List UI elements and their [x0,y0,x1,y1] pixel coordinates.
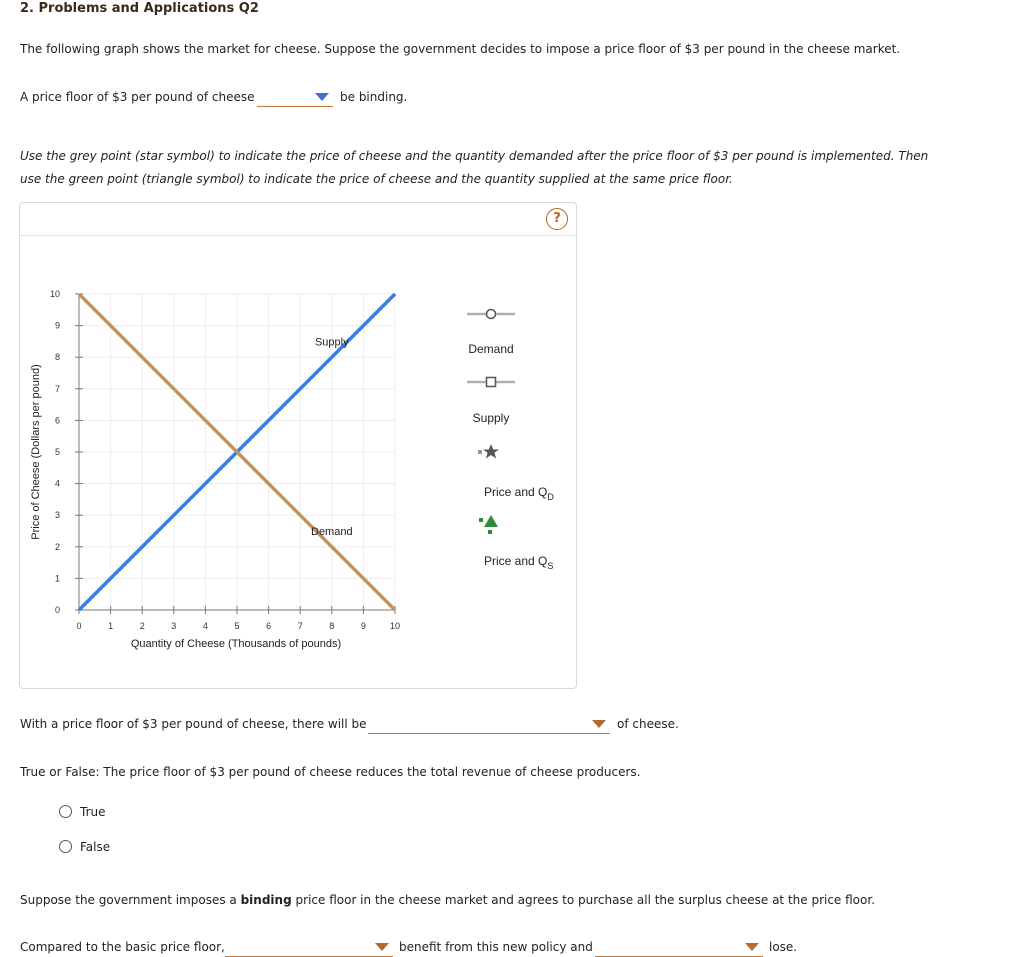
q4-part2: price floor in the cheese market and agrees to purchase all the surplus cheese at the price floor. [295,893,876,907]
y-tick-label: 10 [49,289,60,299]
x-tick-label: 6 [266,621,272,631]
x-tick-label: 5 [234,621,240,631]
help-icon[interactable]: ? [546,208,568,230]
x-tick-label: 3 [171,621,177,631]
x-tick-label: 1 [108,621,114,631]
radio-true[interactable] [59,805,72,818]
lose-dropdown[interactable] [595,938,763,957]
y-tick-label: 1 [54,573,60,584]
legend-qs-sub: S [547,561,554,571]
q5-prefix: Compared to the basic price floor, [20,940,225,954]
chevron-down-icon [745,943,759,951]
legend-qs-label: Price and Q [484,554,548,568]
y-tick-label: 5 [54,447,60,457]
circle-icon [487,310,496,319]
supply-curve-label: Supply [314,336,349,349]
y-tick-label: 2 [54,541,60,552]
radio-false[interactable] [59,840,72,853]
legend-triangle-point[interactable] [479,515,553,571]
y-tick-label: 6 [54,415,60,426]
x-tick-label: 4 [202,621,208,631]
benefit-dropdown[interactable] [225,938,393,957]
surplus-shortage-dropdown[interactable] [368,715,610,734]
legend-qd-label: Price and Q [484,485,548,499]
q4-bold: binding [240,893,292,907]
q1-suffix: be binding. [340,90,408,104]
radio-true-label[interactable]: True [80,805,106,819]
y-tick-label: 4 [54,478,60,489]
legend-qd-sub: D [547,492,554,502]
y-tick-label: 8 [54,352,60,363]
intro-text: The following graph shows the market for cheese. Suppose the government decides to impose a price floor of $3 per pound in the cheese market. [20,42,901,56]
svg-text:Price and QD [484,485,554,502]
question-title: 2. Problems and Applications Q2 [20,1,259,16]
square-icon [487,378,496,387]
x-tick-label: 8 [329,621,335,631]
demand-curve-label: Demand [311,526,353,538]
q4-part1: Suppose the government imposes a [20,893,237,907]
x-tick-label: 10 [389,621,401,631]
y-tick-label: 9 [54,320,60,331]
y-tick-label: 3 [54,510,60,521]
legend-demand[interactable] [467,310,515,357]
triangle-icon [484,515,498,527]
y-axis-label: Price of Cheese (Dollars per pound) [30,364,42,540]
x-tick-label: 2 [139,621,145,631]
x-tick-label: 0 [76,621,82,631]
svg-text:Price and QS [484,554,553,571]
star-icon [483,444,499,459]
chevron-down-icon [375,943,389,951]
q5-suffix: lose. [769,940,798,954]
chevron-down-icon [592,720,606,728]
x-axis-label: Quantity of Cheese (Thousands of pounds) [130,638,342,650]
q4-text [20,893,875,907]
y-tick-label: 7 [54,383,60,394]
q5-mid: benefit from this new policy and [399,940,593,954]
q1-prefix: A price floor of $3 per pound of cheese [20,90,255,104]
instruction-line-2: use the green point (triangle symbol) to indicate the price of cheese and the quantity supplied at the same price floor. [20,172,733,186]
q2-suffix: of cheese. [617,717,679,731]
legend-supply-label: Supply [472,411,510,425]
y-tick-label: 0 [54,605,60,615]
legend-demand-label: Demand [468,342,514,356]
x-tick-label: 9 [360,621,366,631]
instruction-line-1: Use the grey point (star symbol) to indicate the price of cheese and the quantity demanded after the price floor of $3 per pound is implemented. Then [20,149,929,163]
q3-text: True or False: The price floor of $3 per pound of cheese reduces the total revenue of cheese producers. [20,765,641,779]
x-tick-label: 7 [297,621,303,631]
legend-star-point[interactable] [478,444,554,502]
legend-supply[interactable] [467,378,515,426]
q2-prefix: With a price floor of $3 per pound of cheese, there will be [20,717,367,731]
radio-false-label[interactable]: False [80,840,111,854]
